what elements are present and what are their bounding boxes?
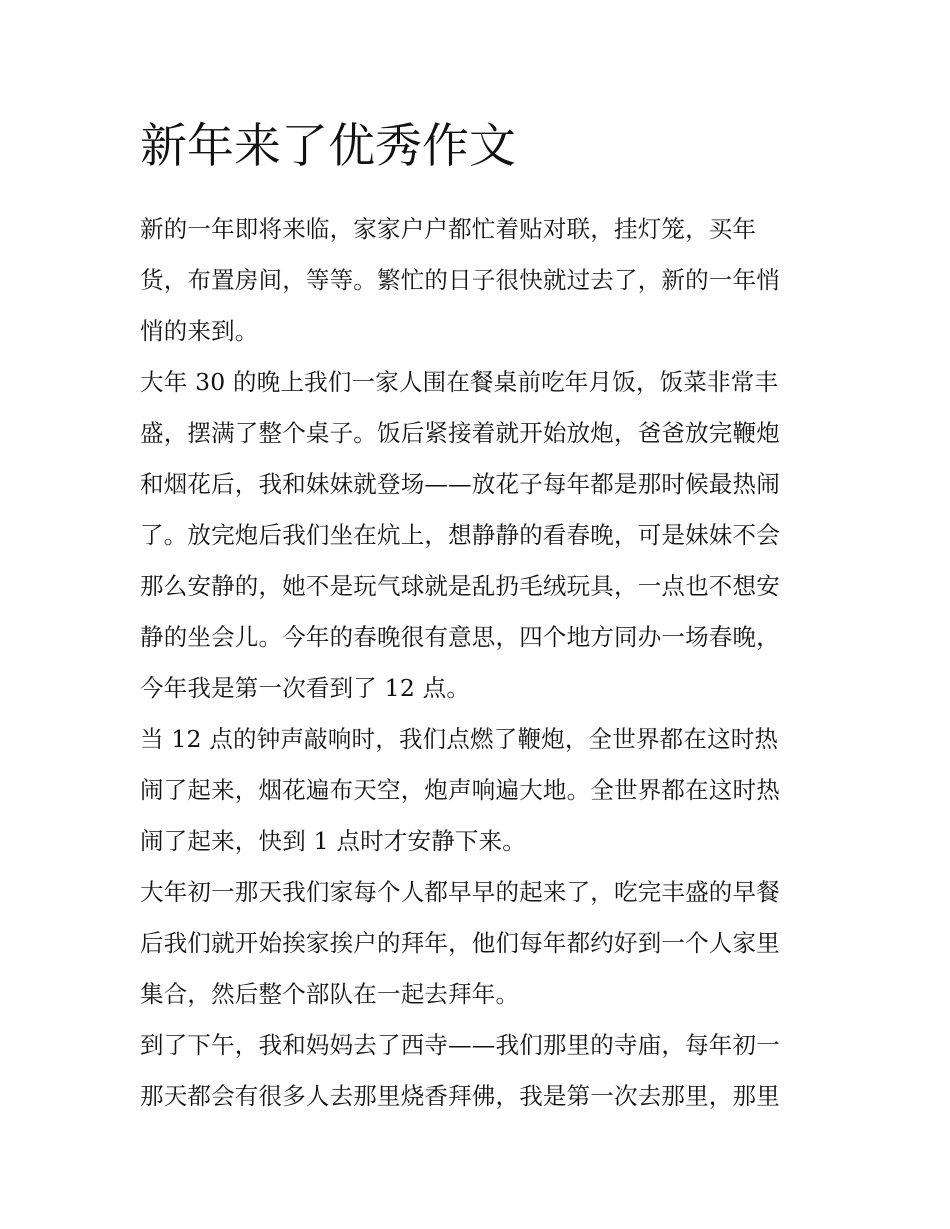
- paragraph: [140, 204, 812, 357]
- paragraph-line: 悄的来到。: [140, 317, 259, 345]
- paragraph-line: 大年 30 的晚上我们一家人围在餐桌前吃年月饭，饭菜非常丰: [140, 368, 779, 396]
- paragraph-list: [140, 204, 812, 1122]
- paragraph-line: 集合，然后整个部队在一起去拜年。: [140, 980, 520, 1008]
- paragraph-line: 到了下午，我和妈妈去了西寺——我们那里的寺庙，每年初一: [140, 1031, 780, 1059]
- paragraph-line: 闹了起来，烟花遍布天空，炮声响遍大地。全世界都在这时热: [140, 776, 780, 804]
- paragraph: [140, 357, 812, 714]
- document-title: 新年来了优秀作文: [140, 119, 516, 174]
- paragraph-line: 盛，摆满了整个桌子。饭后紧接着就开始放炮，爸爸放完鞭炮: [140, 419, 780, 447]
- paragraph-line: 闹了起来，快到 1 点时才安静下来。: [140, 827, 526, 855]
- paragraph-line: 那天都会有很多人去那里烧香拜佛，我是第一次去那里，那里: [140, 1082, 780, 1110]
- paragraph-line: 那么安静的，她不是玩气球就是乱扔毛绒玩具，一点也不想安: [140, 572, 780, 600]
- paragraph-line: 今年我是第一次看到了 12 点。: [140, 674, 471, 702]
- paragraph-line: 当 12 点的钟声敲响时，我们点燃了鞭炮，全世界都在这时热: [140, 725, 779, 753]
- paragraph-line: 静的坐会儿。今年的春晚很有意思，四个地方同办一场春晚，: [140, 623, 780, 651]
- paragraph: [140, 714, 812, 867]
- paragraph: [140, 1020, 812, 1122]
- paragraph-line: 和烟花后，我和妹妹就登场——放花子每年都是那时候最热闹: [140, 470, 780, 498]
- paragraph: [140, 867, 812, 1020]
- paragraph-line: 新的一年即将来临，家家户户都忙着贴对联，挂灯笼，买年: [140, 215, 757, 243]
- paragraph-line: 货，布置房间，等等。繁忙的日子很快就过去了，新的一年悄: [140, 266, 780, 294]
- paragraph-line: 了。放完炮后我们坐在炕上，想静静的看春晚，可是妹妹不会: [140, 521, 780, 549]
- paragraph-line: 大年初一那天我们家每个人都早早的起来了，吃完丰盛的早餐: [140, 878, 780, 906]
- document-body: [140, 112, 812, 1122]
- paragraph-line: 后我们就开始挨家挨户的拜年，他们每年都约好到一个人家里: [140, 929, 780, 957]
